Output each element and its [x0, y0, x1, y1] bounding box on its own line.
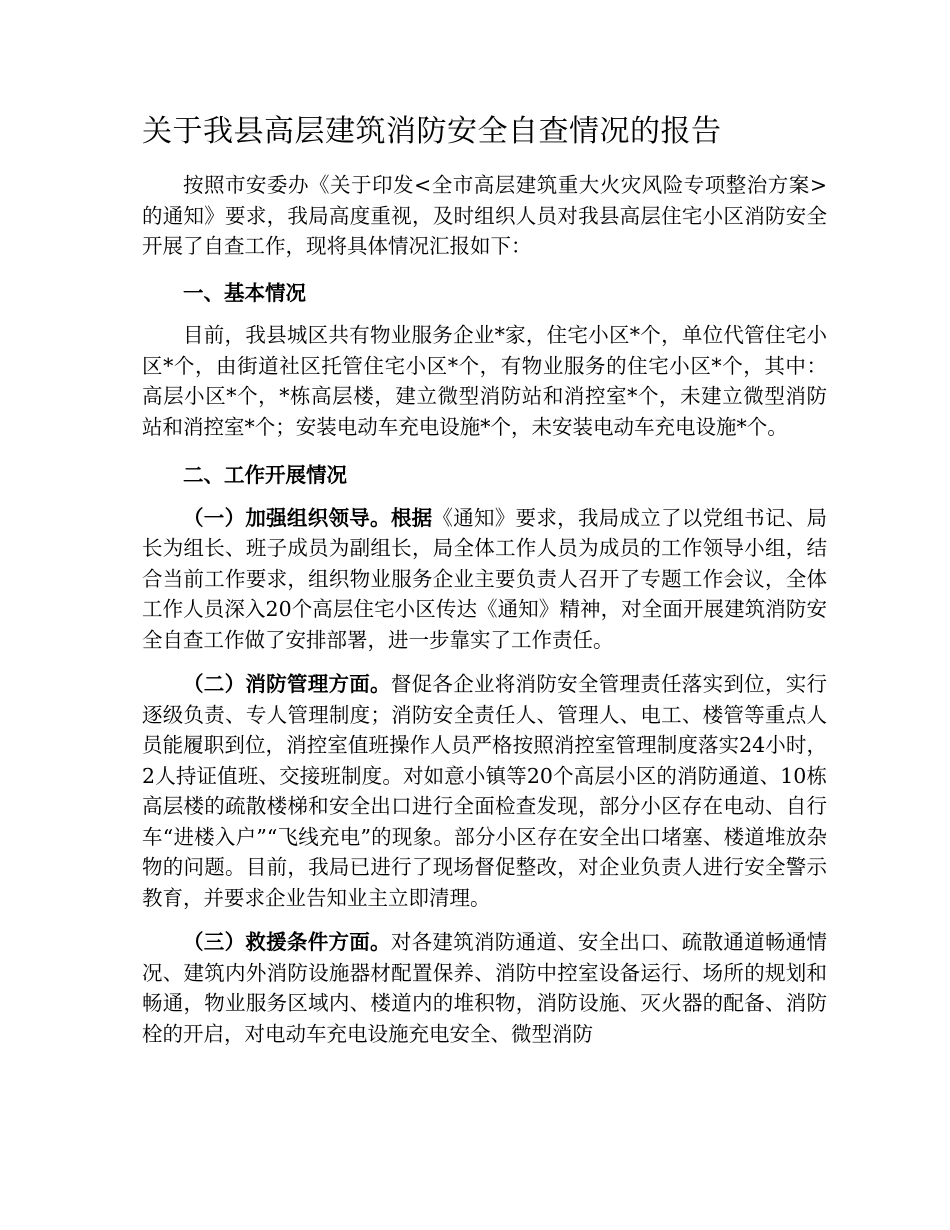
- section-heading-basic-situation: 一、基本情况: [183, 280, 306, 305]
- work-item-fire-management-lead: （二）消防管理方面。: [183, 672, 391, 696]
- work-item-organization: [142, 503, 827, 656]
- document-title: 关于我县高层建筑消防安全自查情况的报告: [142, 114, 722, 149]
- work-item-rescue-conditions-lead: （三）救援条件方面。: [183, 930, 391, 954]
- basic-situation-paragraph: 目前，我县城区共有物业服务企业*家，住宅小区*个，单位代管住宅小区*个，由街道社区托管住宅小区*个，有物业服务的住宅小区*个，其中：高层小区*个，*栋高层楼，建立微型消防站和消控室*个，未建立微型消防站和消控室*个；安装电动车充电设施*个，未安装电动车充电设施*个。: [142, 323, 827, 439]
- work-item-organization-body: 《通知》要求，我局成立了以党组书记、局长为组长、班子成员为副组长，局全体工作人员为成员的工作领导小组，结合当前工作要求，组织物业服务企业主要负责人召开了专题工作会议，全体工作人员深入20个高层住宅小区传达《通知》精神，对全面开展建筑消防安全自查工作做了安排部署，进一步靠实了工作责任。: [142, 505, 828, 652]
- work-item-rescue-conditions: [142, 927, 827, 1049]
- work-item-fire-management-body: 督促各企业将消防安全管理责任落实到位，实行逐级负责、专人管理制度；消防安全责任人、管理人、电工、楼管等重点人员能履职到位，消控室值班操作人员严格按照消控室管理制度落实24小时，2人持证值班、交接班制度。对如意小镇等20个高层小区的消防通道、10栋高层楼的疏散楼梯和安全出口进行全面检查发现，部分小区存在电动、自行车“进楼入户”“飞线充电”的现象。部分小区存在安全出口堵塞、楼道堆放杂物的问题。目前，我局已进行了现场督促整改，对企业负责人进行安全警示教育，并要求企业告知业主立即清理。: [142, 672, 828, 910]
- work-item-organization-lead: （一）加强组织领导。根据: [183, 505, 433, 530]
- intro-paragraph: 按照市安委办《关于印发<全市高层建筑重大火灾风险专项整治方案>的通知》要求，我局高度重视，及时组织人员对我县高层住宅小区消防安全开展了自查工作，现将具体情况汇报如下：: [142, 173, 827, 258]
- work-item-rescue-conditions-body: 对各建筑消防通道、安全出口、疏散通道畅通情况、建筑内外消防设施器材配置保养、消防中控室设备运行、场所的规划和畅通，物业服务区域内、楼道内的堆积物，消防设施、灭火器的配备、消防栓的开启，对电动车充电设施充电安全、微型消防: [142, 930, 828, 1046]
- section-heading-work-progress: 二、工作开展情况: [183, 463, 347, 487]
- work-item-fire-management: [142, 669, 827, 913]
- document-body: [142, 170, 827, 1049]
